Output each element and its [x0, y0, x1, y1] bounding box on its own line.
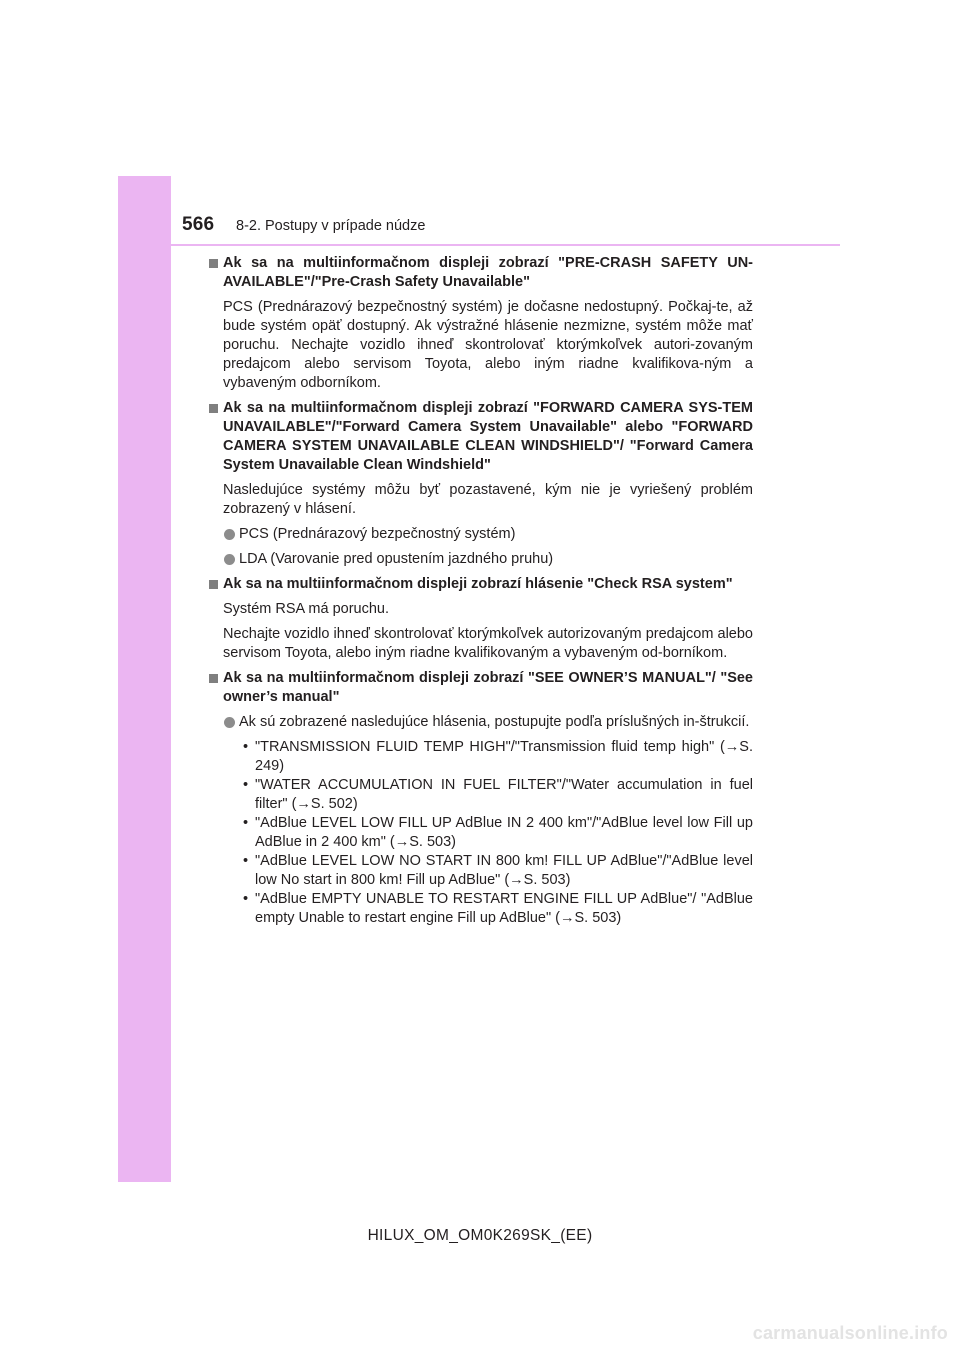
- square-bullet-icon: [209, 259, 218, 268]
- message-text: "AdBlue LEVEL LOW NO START IN 800 km! FILL UP AdBlue"/"AdBlue level low No start in 800 km! Fill up AdBlue" (→S. 503): [255, 853, 753, 888]
- list-item: [223, 550, 753, 569]
- message-text: "AdBlue EMPTY UNABLE TO RESTART ENGINE FILL UP AdBlue"/ "AdBlue empty Unable to restart engine Fill up AdBlue" (→S. 503): [255, 891, 753, 926]
- message-item: [239, 814, 753, 851]
- message-item: [239, 890, 753, 927]
- list-item-text: PCS (Prednárazový bezpečnostný systém): [239, 526, 516, 542]
- item-heading: Ak sa na multiinformačnom displeji zobrazí "PRE-CRASH SAFETY UN-AVAILABLE"/"Pre-Crash Safety Unavailable": [223, 255, 753, 290]
- page-content: [209, 254, 753, 933]
- message-item: [239, 852, 753, 889]
- square-bullet-icon: [209, 674, 218, 683]
- watermark: carmanualsonline.info: [752, 1323, 948, 1343]
- list-item-text: Ak sú zobrazené nasledujúce hlásenia, postupujte podľa príslušných in-štrukcií.: [239, 714, 750, 730]
- square-bullet-icon: [209, 580, 218, 589]
- page-number: 566: [182, 214, 215, 235]
- section-title: 8-2. Postupy v prípade núdze: [236, 218, 426, 234]
- dot-marker: •: [243, 891, 249, 907]
- dot-marker: •: [243, 815, 249, 831]
- message-text: "WATER ACCUMULATION IN FUEL FILTER"/"Water accumulation in fuel filter" (→S. 502): [255, 777, 753, 812]
- square-bullet-icon: [209, 404, 218, 413]
- item-heading: Ak sa na multiinformačnom displeji zobrazí "SEE OWNER’S MANUAL"/ "See owner’s manual": [223, 670, 753, 705]
- side-tab: [118, 176, 171, 1182]
- dot-marker: •: [243, 853, 249, 869]
- list-item: [223, 713, 753, 732]
- item-forward-camera: [209, 399, 753, 569]
- item-text: Nasledujúce systémy môžu byť pozastavené, kým nie je vyriešený problém zobrazený v hlásení.: [223, 482, 753, 517]
- dot-marker: •: [243, 739, 249, 755]
- item-pre-crash: [209, 254, 753, 393]
- item-rsa: [209, 575, 753, 663]
- message-item: [239, 738, 753, 775]
- message-text: "TRANSMISSION FLUID TEMP HIGH"/"Transmission fluid temp high" (→S. 249): [255, 739, 753, 774]
- round-bullet-icon: [224, 554, 235, 565]
- item-text: Systém RSA má poruchu.: [223, 601, 390, 617]
- list-item: [223, 525, 753, 544]
- item-owners-manual: [209, 669, 753, 927]
- message-item: [239, 776, 753, 813]
- item-heading: Ak sa na multiinformačnom displeji zobrazí hlásenie "Check RSA system": [223, 576, 733, 592]
- message-list: [223, 738, 753, 927]
- round-bullet-icon: [224, 717, 235, 728]
- item-text: Nechajte vozidlo ihneď skontrolovať ktorýmkoľvek autorizovaným predajcom alebo servisom Toyota, alebo iným riadne kvalifikovaným a vybaveným od-borníkom.: [223, 626, 753, 661]
- header-rule: [171, 244, 840, 246]
- round-bullet-icon: [224, 529, 235, 540]
- dot-marker: •: [243, 777, 249, 793]
- item-heading: Ak sa na multiinformačnom displeji zobrazí "FORWARD CAMERA SYS-TEM UNAVAILABLE"/"Forward Camera System Unavailable" alebo "FORWARD CAMERA SYSTEM UNAVAILABLE CLEAN WINDSHIELD"/ "Forward Camera System Unavailable Clean Windshield": [223, 400, 753, 473]
- list-item-text: LDA (Varovanie pred opustením jazdného pruhu): [239, 551, 554, 567]
- footer-code: HILUX_OM_OM0K269SK_(EE): [367, 1227, 593, 1244]
- item-text: PCS (Prednárazový bezpečnostný systém) je dočasne nedostupný. Počkaj-te, až bude systém opäť dostupný. Ak výstražné hlásenie nezmizne, systém môže mať poruchu. Nechajte vozidlo ihneď skontrolovať ktorýmkoľvek autori-zovaným predajcom alebo servisom Toyota, alebo iným riadne kvalifikova-ným a vybaveným odborníkom.: [223, 299, 753, 391]
- message-text: "AdBlue LEVEL LOW FILL UP AdBlue IN 2 400 km"/"AdBlue level low Fill up AdBlue in 2 400 km" (→S. 503): [255, 815, 753, 850]
